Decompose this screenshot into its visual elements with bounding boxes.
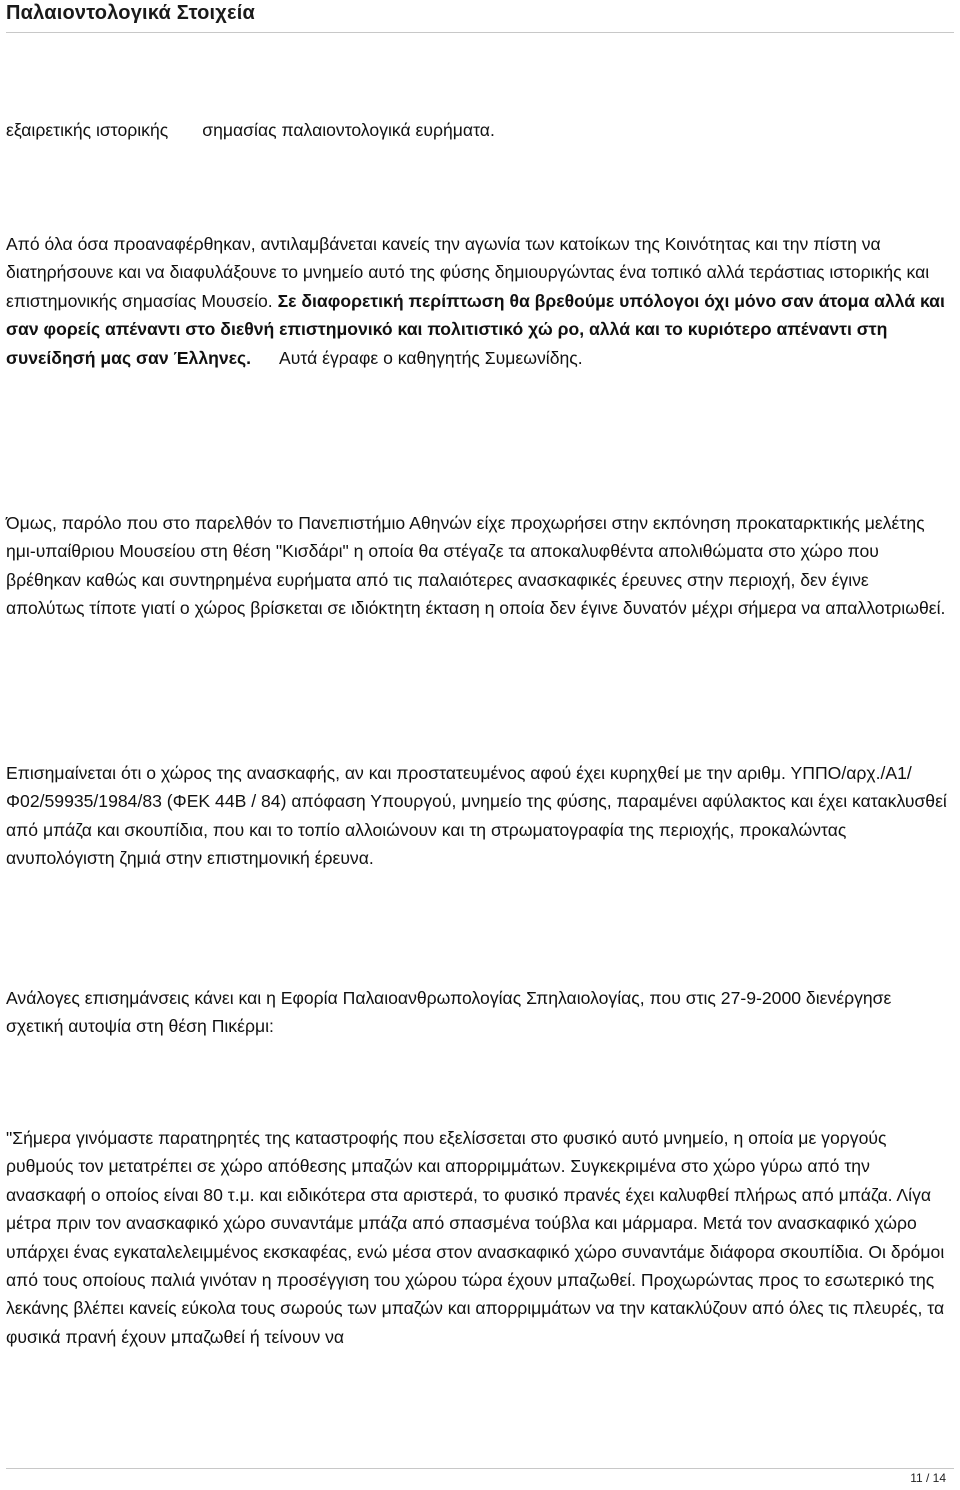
paragraph-2-attribution: Αυτά έγραφε ο καθηγητής Συμεωνίδης. — [279, 347, 583, 368]
paragraph-3 — [6, 509, 952, 623]
paragraph-2-text: Από όλα όσα προαναφέρθηκαν, αντιλαμβάνεται κανείς την αγωνία των κατοίκων της Κοινότητας και την πίστη να διατηρήσουνε και να διαφυλάξουνε το μνημείο αυτό της φύσης δημιουργώντας ένα τοπικό αλλά τεράστιας ιστορικής και επιστημονικής σημασίας Μουσείο. — [6, 234, 930, 311]
paragraph-5-text: Ανάλογες επισημάνσεις κάνει και η Εφορία Παλαιοανθρωπολογίας Σπηλαιολογίας, που στις 27-9-2000 διενέργησε σχετική αυτοψία στη θέση Πικέρμι: — [6, 988, 892, 1037]
paragraph-5 — [6, 984, 952, 1041]
paragraph-6-text: "Σήμερα γινόμαστε παρατηρητές της καταστροφής που εξελίσσεται στο φυσικό αυτό μνημείο, η οποία με γοργούς ρυθμούς τον μετατρέπει σε χώρο απόθεσης μπαζών και απορριμμάτων. Συγκεκριμένα στο χώρο γύρω από την ανασκαφή ο οποίος είναι 80 τ.μ. και ειδικότερα στα αριστερά, το φυσικό πρανές έχει καλυφθεί πλήρως από μπάζα. Λίγα μέτρα πριν τον ανασκαφικό χώρο συναντάμε μπάζα από σπασμένα τούβλα και μάρμαρα. Μετά τον ανασκαφικό χώρο υπάρχει ένας εγκαταλελειμμένος εκσκαφέας, ενώ μέσα στον ανασκαφικό χώρο συναντάμε διάφορα σκουπίδια. Οι δρόμοι από τους οποίους παλιά γινόταν η προσέγγιση του χώρου τώρα έχουν μπαζωθεί. Προχωρώντας προς το εσωτερικό της λεκάνης βλέπει κανείς εύκολα τους σωρούς των μπαζών και απορριμμάτων να την κατακλύζουν από όλες τις πλευρές, τα φυσικά πρανή έχουν μπαζωθεί ή τείνουν να — [6, 1128, 945, 1347]
paragraph-1-part-b: σημασίας παλαιοντολογικά ευρήματα. — [202, 120, 495, 140]
paragraph-1 — [6, 116, 952, 144]
paragraph-3-text: Όμως, παρόλο που στο παρελθόν το Πανεπιστήμιο Αθηνών είχε προχωρήσει στην εκπόνηση προκαταρκτικής μελέτης ημι-υπαίθριου Μουσείου στη θέση "Κισδάρι" η οποία θα στέγαζε τα αποκαλυφθέντα απολιθώματα στο χώρο που βρέθηκαν καθώς και συντηρημένα ευρήματα από τις παλαιότερες ανασκαφικές έρευνες στην περιοχή, δεν έγινε απολύτως τίποτε γιατί ο χώρος βρίσκεται σε ιδιόκτητη έκταση η οποία δεν έγινε δυνατόν μέχρι σήμερα να απαλλοτριωθεί. — [6, 513, 946, 619]
page-footer — [6, 1468, 954, 1485]
paragraph-2 — [6, 230, 952, 372]
paragraph-2-bold-quote: Σε διαφορετική περίπτωση θα βρεθούμε υπόλογοι όχι μόνο σαν άτομα αλλά και σαν φορείς απέναντι στο διεθνή επιστημονικό και πολιτιστικό χώ ρο, αλλά και το κυριότερο απέναντι στη συνείδησή μας σαν Έλληνες. — [6, 290, 945, 368]
paragraph-6 — [6, 1124, 952, 1351]
paragraph-4-text: Επισημαίνεται ότι ο χώρος της ανασκαφής, αν και προστατευμένος αφού έχει κυρηχθεί με την αριθμ. ΥΠΠΟ/αρχ./Α1/Φ02/59935/1984/83 (ΦΕΚ 44Β / 84) απόφαση Υπουργού, μνημείο της φύσης, παραμένει αφύλακτος και έχει κατακλυσθεί από μπάζα και σκουπίδια, που και το τοπίο αλλοιώνουν και τη στρωματογραφία της περιοχής, προκαλώντας ανυπολόγιστη ζημιά στην επιστημονική έρευνα. — [6, 763, 947, 869]
paragraph-1-part-a: εξαιρετικής ιστορικής — [6, 120, 169, 140]
page-header — [6, 0, 954, 33]
paragraph-4 — [6, 759, 952, 873]
page-title: Παλαιοντολογικά Στοιχεία — [6, 2, 255, 24]
page-number: 11 / 14 — [910, 1471, 946, 1485]
